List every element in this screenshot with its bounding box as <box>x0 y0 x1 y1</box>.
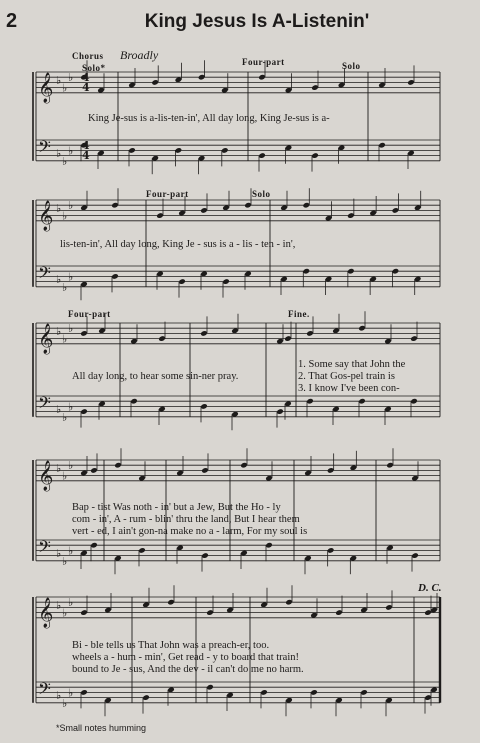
flat-key-signature: ♭ <box>56 689 62 702</box>
lyrics-system-5-verse-1: Bi - ble tells us That John was a preach-er, too. <box>72 640 270 651</box>
flat-key-signature: ♭ <box>62 554 68 568</box>
flat-key-signature: ♭ <box>62 469 68 483</box>
flat-key-signature: ♭ <box>56 73 62 87</box>
solo-note-marking: Solo* <box>82 63 106 73</box>
time-signature: 4 <box>82 139 90 152</box>
time-signature: 4 <box>82 149 90 162</box>
flat-key-signature: ♭ <box>56 598 62 612</box>
bass-clef: 𝄢 <box>38 262 51 287</box>
lyrics-system-5-verse-2: wheels a - hum - min', Get read - y to board that train! <box>72 652 299 663</box>
bass-clef: 𝄢 <box>38 536 51 561</box>
flat-key-signature: ♭ <box>62 410 68 424</box>
lyrics-system-3-verse-1: 1. Some say that John the <box>298 359 406 370</box>
fine-marking: Fine. <box>288 309 310 319</box>
flat-key-signature: ♭ <box>68 400 74 414</box>
treble-clef: 𝄞 <box>38 72 54 103</box>
lyrics-system-3-verse-3: 3. I know I've been con- <box>298 383 400 394</box>
footnote: *Small notes humming <box>56 723 147 733</box>
flat-key-signature: ♭ <box>68 322 74 336</box>
flat-key-signature: ♭ <box>68 544 74 558</box>
bass-clef: 𝄢 <box>38 136 51 161</box>
treble-clef: 𝄞 <box>38 200 54 231</box>
flat-key-signature: ♭ <box>56 273 62 286</box>
flat-key-signature: ♭ <box>62 696 68 710</box>
solo-marking-2: Solo <box>252 189 271 199</box>
flat-key-signature: ♭ <box>68 596 74 610</box>
treble-clef: 𝄞 <box>38 460 54 491</box>
flat-key-signature: ♭ <box>68 199 74 213</box>
lyrics-system-4-verse-3: vert - ed, I ain't gon-na make no a - larm, For my soul is <box>72 526 308 537</box>
flat-key-signature: ♭ <box>68 686 74 700</box>
flat-key-signature: ♭ <box>68 459 74 473</box>
flat-key-signature: ♭ <box>62 81 68 95</box>
lyrics-system-4-verse-1: Bap - tist Was noth - in' but a Jew, But the Ho - ly <box>72 502 281 513</box>
time-signature: 4 <box>82 81 90 94</box>
four-part-marking-2: Four-part <box>146 189 189 199</box>
flat-key-signature: ♭ <box>68 144 74 158</box>
flat-key-signature: ♭ <box>56 461 62 475</box>
flat-key-signature: ♭ <box>62 280 68 294</box>
flat-key-signature: ♭ <box>68 270 74 284</box>
page-number: 2 <box>6 10 18 32</box>
lyrics-system-2: lis-ten-in', All day long, King Je - sus is a - lis - ten - in', <box>60 239 296 250</box>
bass-clef: 𝄢 <box>38 678 51 703</box>
four-part-marking-3: Four-part <box>68 309 111 319</box>
treble-clef: 𝄞 <box>38 323 54 354</box>
treble-clef: 𝄞 <box>38 597 54 628</box>
time-signature: 4 <box>82 71 90 84</box>
flat-key-signature: ♭ <box>62 332 68 346</box>
flat-key-signature: ♭ <box>56 547 62 560</box>
lyrics-system-4-verse-2: com - in', A - rum - blin' thru the land, But I hear them <box>72 514 300 525</box>
bass-clef: 𝄢 <box>38 392 51 417</box>
lyrics-system-5-verse-3: bound to Je - sus, And the dev - il can't do me no harm. <box>72 664 304 675</box>
four-part-marking-1: Four-part <box>242 57 285 67</box>
tempo-marking: Broadly <box>120 48 159 62</box>
flat-key-signature: ♭ <box>56 403 62 416</box>
lyrics-system-3-verse-2: 2. That Gos-pel train is <box>298 371 395 382</box>
lyrics-system-1: King Je-sus is a-lis-ten-in', All day long, King Je-sus is a- <box>88 113 330 124</box>
flat-key-signature: ♭ <box>56 147 62 160</box>
lyrics-system-3-left: All day long, to hear some sin-ner pray. <box>72 371 239 382</box>
flat-key-signature: ♭ <box>68 71 74 85</box>
flat-key-signature: ♭ <box>62 606 68 620</box>
flat-key-signature: ♭ <box>62 209 68 223</box>
flat-key-signature: ♭ <box>56 324 62 338</box>
dc-marking: D. C. <box>418 582 442 594</box>
flat-key-signature: ♭ <box>56 201 62 215</box>
solo-marking-1: Solo <box>342 61 361 71</box>
song-title: King Jesus Is A-Listenin' <box>144 11 370 32</box>
flat-key-signature: ♭ <box>62 154 68 168</box>
chorus-marking: Chorus <box>72 51 104 61</box>
